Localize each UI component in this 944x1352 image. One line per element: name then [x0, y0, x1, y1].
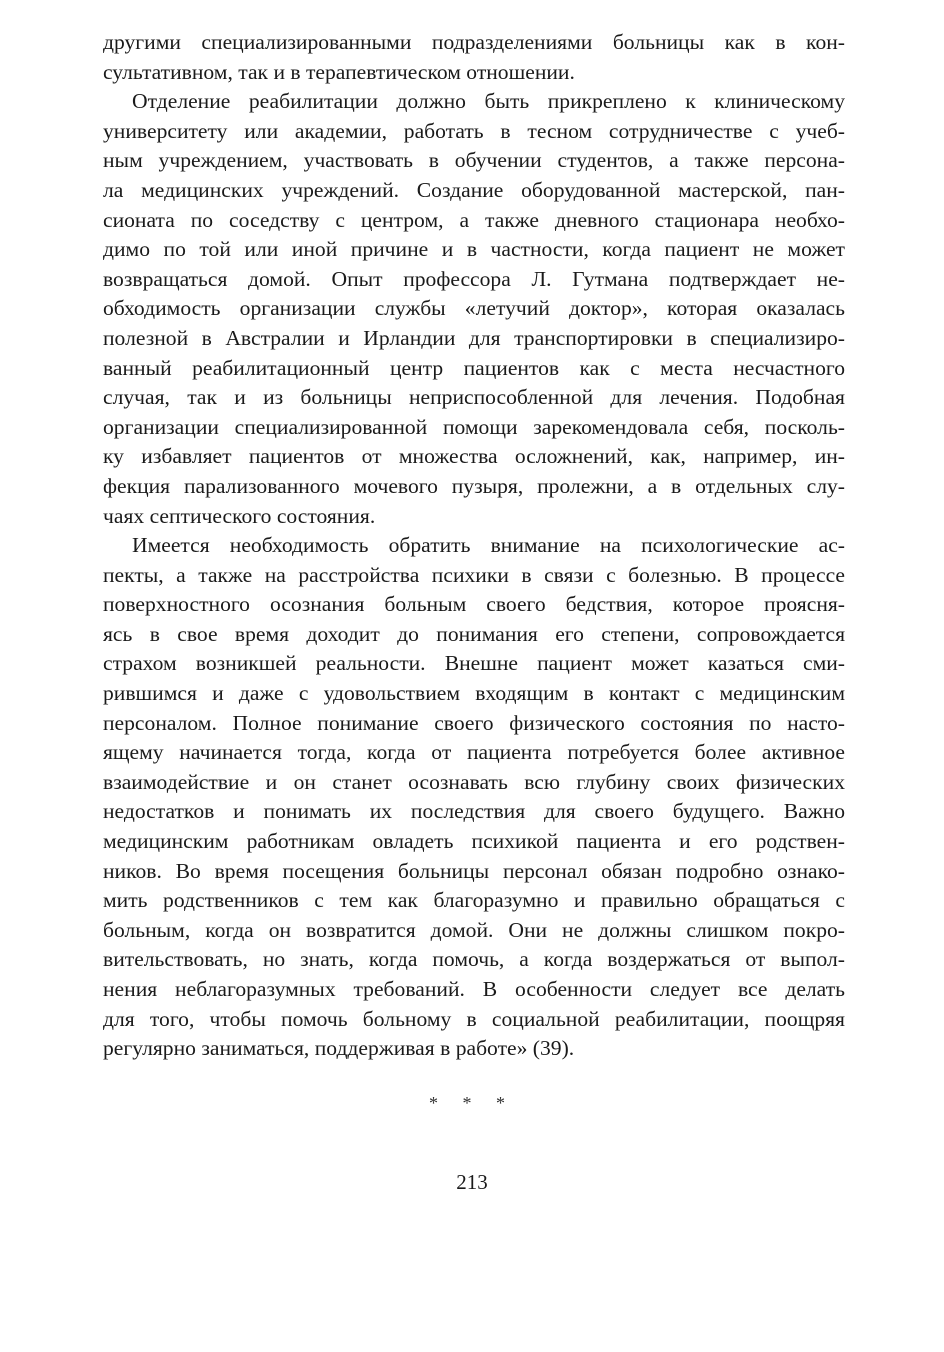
text-line: ку избавляет пациентов от множества осложнений, как, например, ин-: [103, 444, 845, 469]
text-line: для того, чтобы помочь больному в социальной реабилитации, поощряя: [103, 1006, 845, 1031]
text-column: [103, 28, 845, 1064]
text-line: другими специализированными подразделениями больницы как в кон-: [103, 30, 845, 54]
paragraph: [103, 28, 845, 87]
text-line: обходимость организации службы «летучий доктор», которая оказалась: [103, 296, 845, 321]
text-line: Имеется необходимость обратить внимание на психологические ас-: [132, 533, 845, 558]
text-line: страхом возникшей реальности. Внешне пациент может казаться сми-: [103, 651, 845, 676]
text-line: медицинским работникам овладеть психикой пациента и его родствен-: [103, 829, 845, 854]
text-line: возвращаться домой. Опыт профессора Л. Гутмана подтверждает не-: [103, 266, 845, 291]
text-line: Отделение реабилитации должно быть прикреплено к клиническому: [132, 89, 845, 114]
text-line: ла медицинских учреждений. Создание оборудованной мастерской, пан-: [103, 177, 845, 202]
text-line: случая, так и из больницы неприспособленной для лечения. Подобная: [103, 385, 845, 410]
text-line: организации специализированной помощи зарекомендовала себя, посколь-: [103, 414, 845, 439]
text-line: университету или академии, работать в тесном сотрудничестве с учеб-: [103, 118, 845, 143]
text-line: взаимодействие и он станет осознавать всю глубину своих физических: [103, 769, 845, 794]
text-line: больным, когда он возвратится домой. Они не должны слишком покро-: [103, 917, 845, 942]
text-line: ным учреждением, участвовать в обучении студентов, а также персона-: [103, 148, 845, 173]
paragraph: [103, 531, 845, 1064]
text-line: ванный реабилитационный центр пациентов как с места несчастного: [103, 355, 845, 380]
section-separator: * * *: [429, 1093, 515, 1113]
text-line: мить родственников с тем как благоразумно и правильно обращаться с: [103, 888, 845, 913]
text-line: пекты, а также на расстройства психики в связи с болезнью. В процессе: [103, 562, 845, 587]
text-line: сультативном, так и в терапевтическом отношении.: [103, 59, 575, 84]
text-line: регулярно заниматься, поддерживая в работе» (39).: [103, 1036, 575, 1061]
paragraph: [103, 87, 845, 531]
text-line: чаях септического состояния.: [103, 503, 376, 528]
text-line: персоналом. Полное понимание своего физического состояния по насто-: [103, 710, 845, 735]
page-body: [103, 28, 845, 1064]
text-line: ящему начинается тогда, когда от пациента потребуется более активное: [103, 740, 845, 765]
text-line: недостатков и понимать их последствия для своего будущего. Важно: [103, 799, 845, 824]
text-line: полезной в Австралии и Ирландии для транспортировки в специализиро-: [103, 325, 845, 350]
text-line: димо по той или иной причине и в частности, когда пациент не может: [103, 237, 845, 262]
text-line: рившимся и даже с удовольствием входящим в контакт с медицинским: [103, 681, 845, 706]
text-line: поверхностного осознания больным своего бедствия, которое проясня-: [103, 592, 845, 617]
page-number: 213: [456, 1170, 488, 1194]
text-line: нения неблагоразумных требований. В особенности следует все делать: [103, 977, 845, 1001]
text-line: сионата по соседству с центром, а также дневного стационара необхо-: [103, 207, 845, 232]
text-line: ясь в свое время доходит до понимания его степени, сопровождается: [103, 621, 845, 646]
text-line: фекция парализованного мочевого пузыря, пролежни, а в отдельных слу-: [103, 473, 845, 498]
text-line: ников. Во время посещения больницы персонал обязан подробно ознако-: [103, 858, 845, 883]
text-line: вительствовать, но знать, когда помочь, а когда воздержаться от выпол-: [103, 947, 845, 972]
